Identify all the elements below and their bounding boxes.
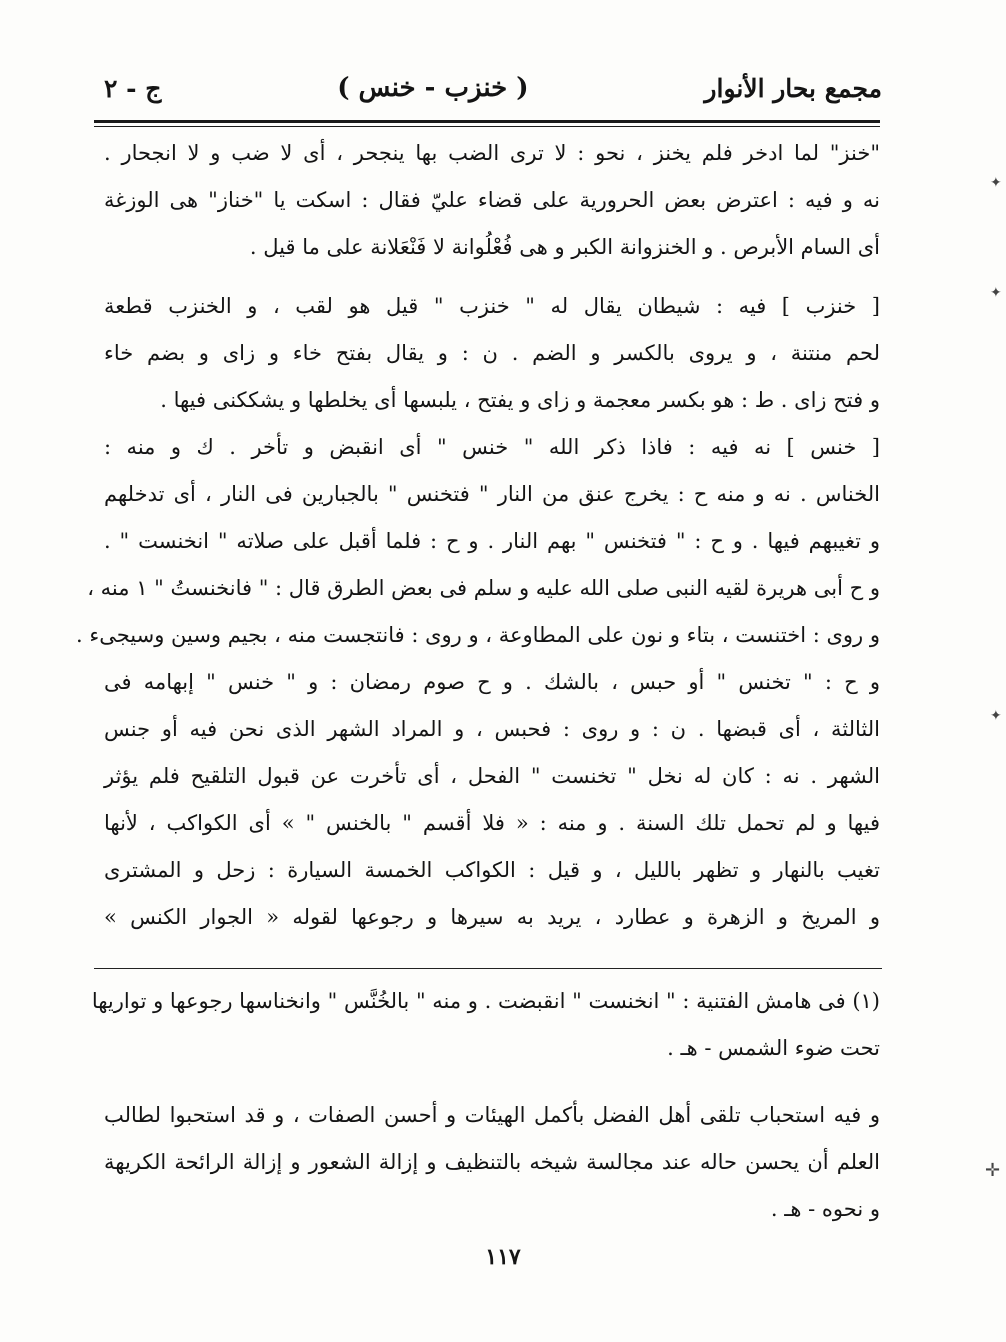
entry-range: ( خنزب - خنس ) (337, 73, 529, 103)
footnote-rule (94, 968, 882, 969)
book-title: مجمع بحار الأنوار (704, 73, 882, 103)
footnote-line: تحت ضوء الشمس - هـ . (667, 1036, 880, 1060)
text-line: الخناس . نه و منه ح : يخرج عنق من النار " فتخنس " بالجبارين فى النار ، أى تدخلهم (104, 482, 880, 506)
margin-cross-icon: ✦ (990, 285, 1002, 301)
footnote (91, 978, 880, 1072)
text-line: [ خنس ] نه فيه : فاذا ذكر الله " خنس " أى انقبض و تأخر . ك و منه : (104, 435, 880, 459)
text-line: و تغيبهم فيها . و ح : " فتخنس " بهم النار . و ح : فلما أقبل على صلاته " انخنست " . (104, 529, 880, 553)
note-line: و فيه استحباب تلقى أهل الفضل بأكمل الهيئات و أحسن الصفات ، و قد استحبوا لطالب (104, 1103, 880, 1127)
text-line: نه و فيه : اعترض بعض الحرورية على قضاء عليّ فقال : اسكت يا "خناز" هى الوزغة (104, 188, 880, 212)
volume-label: ج - ٢ (104, 73, 162, 103)
header-rule (94, 120, 880, 123)
text-line: و ح أبى هريرة لقيه النبى صلى الله عليه و سلم فى بعض الطرق قال : " فانخنستُ " ١ منه ، (87, 576, 880, 600)
page-header (104, 68, 882, 108)
main-text (75, 130, 880, 941)
text-line: "خنز" لما ادخر فلم يخنز ، نحو : لا ترى الضب بها ينجحر ، أى لا ضب و لا انجحار . (104, 141, 880, 165)
text-line: الثالثة ، أى قبضها . ن : و روى : فحبس ، و المراد الشهر الذى نحن فيه أو جنس (104, 717, 880, 741)
margin-cross-icon: ✛ (985, 1160, 1001, 1181)
footnote-line: (١) فى هامش الفتنية : " انخنست " انقبضت . و منه " بالخُنَّس " وانخناسها رجوعها و تواريها (91, 989, 880, 1013)
note-line: العلم أن يحسن حاله عند مجالسة شيخه بالتنظيف و إزالة الشعور و إزالة الرائحة الكريهة (104, 1150, 880, 1174)
text-line: الشهر . نه : كان له نخل " تخنست " الفحل ، أى تأخرت عن قبول التلقيح فلم يؤثر (104, 764, 880, 788)
text-line: لحم منتنة ، و يروى بالكسر و الضم . ن : و يقال بفتح خاء و زاى و بضم خاء (104, 341, 880, 365)
text-line: أى السام الأبرص . و الخنزوانة الكبر و هى فُعْلُوانة لا فَنْعَلانة على ما قيل . (249, 235, 880, 259)
text-line: و المريخ و الزهرة و عطارد ، يريد به سيرها و رجوعها لقوله « الجوار الكنس » (104, 905, 880, 929)
margin-cross-icon: ✦ (990, 708, 1002, 724)
text-line: [ خنزب ] فيه : شيطان يقال له " خنزب " قيل هو لقب ، و الخنزب قطعة (104, 294, 880, 318)
text-line: و فتح زاى . ط : هو بكسر معجمة و زاى و يفتح ، يلبسها أى يخلطها و يشككنى فيها . (160, 388, 880, 412)
marginal-note (104, 1092, 880, 1233)
header-rule-thin (94, 126, 880, 127)
page-number: ١١٧ (485, 1244, 521, 1270)
text-line: و ح : " تخنس " أو حبس ، بالشك . و ح صوم رمضان : و " خنس " إبهامه فى (104, 670, 880, 694)
text-line: فيها و لم تحمل تلك السنة . و منه : « فلا أقسم " بالخنس " » أى الكواكب ، لأنها (104, 811, 880, 835)
margin-cross-icon: ✦ (990, 175, 1002, 191)
text-line: تغيب بالنهار و تظهر بالليل ، و قيل : الكواكب الخمسة السيارة : زحل و المشترى (104, 858, 880, 882)
text-line: و روى : اختنست ، بتاء و نون على المطاوعة ، و روى : فانتجست منه ، بجيم وسين وسيجىء . (75, 623, 880, 647)
note-line: و نحوه - هـ . (770, 1197, 880, 1221)
